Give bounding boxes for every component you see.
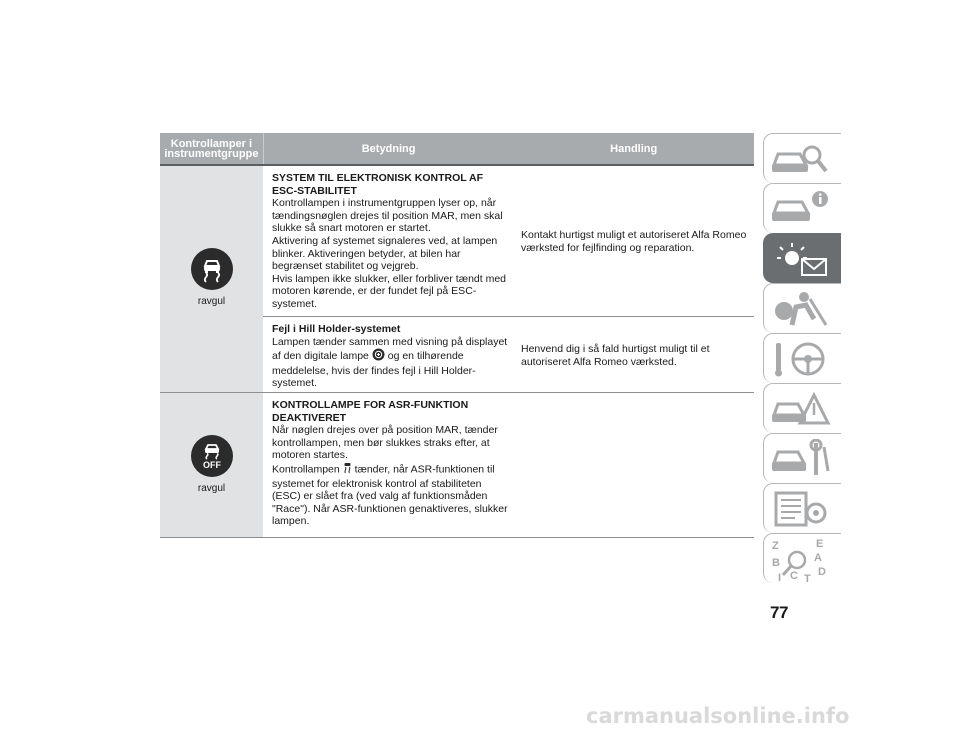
tab-specifications[interactable]: [763, 483, 841, 533]
alphabetical-index-icon: [770, 539, 834, 583]
esc-subrows: [263, 166, 754, 392]
lamp-label-asr-off: ravgul: [197, 483, 226, 494]
table-row-esc: [160, 166, 754, 392]
index-letter-c: C: [790, 570, 798, 582]
table-header: [160, 133, 754, 164]
chapter-tabs: [763, 133, 841, 583]
tab-driving[interactable]: [763, 333, 841, 383]
index-letter-i: I: [778, 572, 782, 583]
asr-inline-icon: [343, 462, 352, 478]
tab-car-search[interactable]: [763, 133, 841, 183]
action-esc-system: [513, 166, 754, 316]
meaning-asr-off: [263, 393, 513, 537]
index-letter-d: D: [818, 566, 826, 578]
hill-holder-action-text: Henvend dig i så fald hurtigst muligt til et autoriseret Alfa Romeo værksted.: [521, 342, 710, 368]
subrow-hill-holder: [263, 317, 754, 392]
esc-title: SYSTEM TIL ELEKTRONISK KONTROL AF ESC-STABILITET: [272, 172, 483, 197]
tab-safety[interactable]: [763, 283, 841, 333]
esc-skid-icon: [191, 248, 233, 290]
index-letter-z: Z: [772, 540, 779, 552]
hill-holder-title: Fejl i Hill Holder-systemet: [272, 323, 401, 335]
index-letter-b: B: [772, 557, 780, 569]
car-wrench-icon: [770, 439, 834, 479]
index-letter-e: E: [816, 539, 824, 550]
car-info-icon: [770, 189, 834, 229]
esc-para-1: Kontrollampen i instrumentgruppen lyser op, når tændingsnøglen drejes til position MAR, men skal slukke så snart motoren er startet.: [272, 197, 503, 235]
hill-holder-para: [272, 336, 509, 390]
hill-holder-lamp-icon: [372, 348, 385, 365]
header-col-lamps: Kontrollamper i instrumentgruppe: [160, 133, 264, 164]
meaning-hill-holder: [263, 317, 513, 392]
subrow-esc-system: [263, 166, 754, 316]
asr-off-icon: [191, 435, 233, 477]
lamp-label-esc: ravgul: [197, 296, 226, 307]
header-col-action: Handling: [610, 142, 658, 155]
steering-wheel-icon: [770, 339, 834, 379]
warning-lights-table: [160, 133, 754, 538]
row-rule-2: [160, 537, 754, 538]
tab-warning-lights[interactable]: [763, 233, 841, 283]
watermark: carmanualsonline.info: [586, 704, 850, 728]
asr-para-2: [272, 462, 509, 528]
lamp-cell-esc: [160, 166, 263, 392]
lamp-cell-asr-off: [160, 393, 263, 537]
tab-index[interactable]: [763, 533, 841, 583]
tab-car-info[interactable]: [763, 183, 841, 233]
asr-para-1: Når nøglen drejes over på position MAR, tænder kontrollampen, men bør slukkes straks efter, at motoren startes.: [272, 424, 498, 462]
esc-action-text: Kontakt hurtigst muligt et autoriseret Alfa Romeo værksted for fejlfinding og reparation.: [521, 229, 747, 254]
hill-holder-para-b: og en tilhørende meddelelse, hvis der findes fejl i Hill Holder-systemet.: [272, 350, 476, 390]
index-letter-a: A: [814, 552, 822, 564]
asr-off-text: OFF: [203, 460, 221, 470]
meaning-esc-system: [263, 166, 513, 316]
car-search-icon: [770, 139, 834, 179]
esc-para-3: Hvis lampen ikke slukker, eller forbliver tændt med motoren kørende, er der fundet fejl på ESC-systemet.: [272, 272, 507, 310]
tab-emergency[interactable]: [763, 383, 841, 433]
hill-holder-para-a: Lampen tænder sammen med visning på displayet af den digitale lampe: [272, 335, 508, 363]
esc-para-2: Aktivering af systemet signaleres ved, at lampen blinker. Aktiveringen betyder, at bilen har begrænset stabilitet og vejgreb.: [272, 234, 498, 273]
tab-maintenance[interactable]: [763, 433, 841, 483]
warning-light-message-icon: [770, 239, 834, 279]
car-warning-triangle-icon: [770, 389, 834, 429]
asr-para-2-b: tænder, når ASR-funktionen til systemet for elektronisk kontrol af stabiliteten (ESC) er slået fra (ved valg af funktionsmåden "Race"). Når ASR-funktionen genaktiveres, slukker lampen.: [272, 463, 508, 528]
table-row-asr-off: [160, 393, 754, 537]
index-letter-t: T: [804, 573, 811, 583]
header-col-meaning: Betydning: [361, 142, 416, 155]
action-hill-holder: [513, 317, 754, 392]
airbag-person-icon: [770, 289, 834, 329]
action-asr-off: [513, 393, 754, 537]
specifications-list-icon: [770, 489, 834, 529]
asr-para-2-a: Kontrollampen: [272, 463, 340, 476]
page-number: 77: [770, 603, 788, 622]
asr-title: KONTROLLAMPE FOR ASR-FUNKTION DEAKTIVERET: [272, 399, 469, 424]
